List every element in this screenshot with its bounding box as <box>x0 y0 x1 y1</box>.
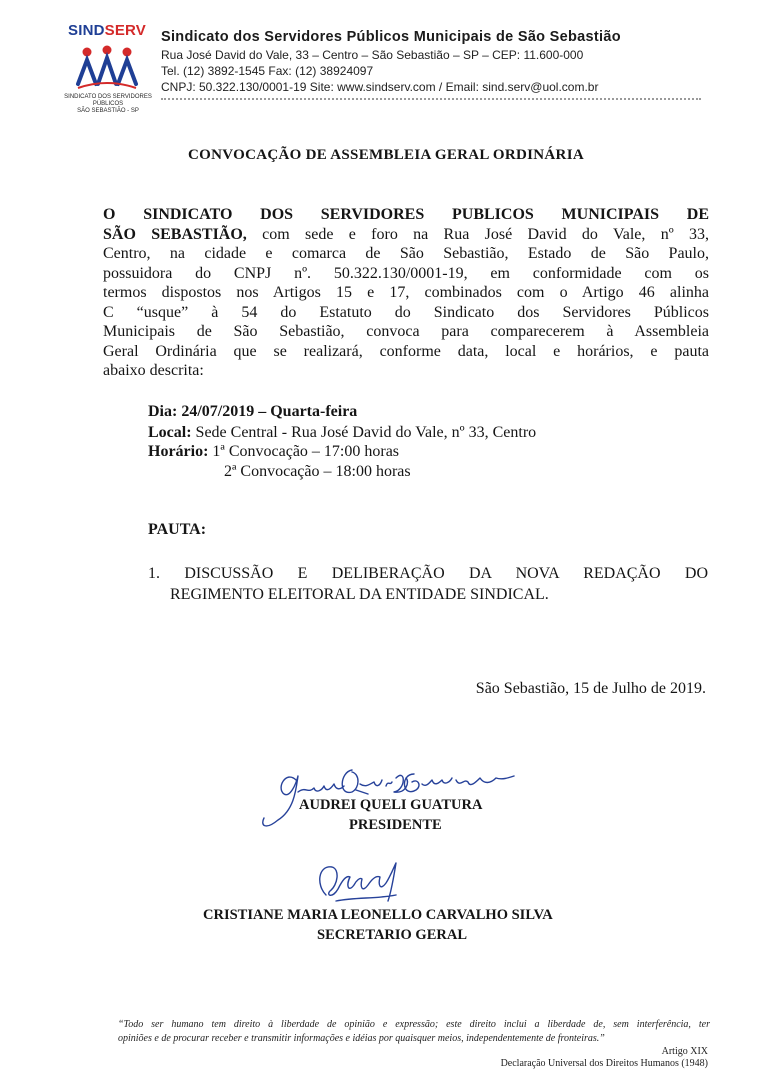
meeting-time <box>148 443 399 461</box>
footer-declaration: Declaração Universal dos Direitos Humanos (1948) <box>500 1058 708 1069</box>
paragraph-line-9: abaixo descrita: <box>103 362 204 379</box>
paragraph-line-2 <box>103 225 709 245</box>
footer-quote-line-2: opiniões e de procurar receber e transmitir informações e idéias por quaisquer meios, independentemente de fronteiras.” <box>118 1033 605 1044</box>
place-and-date: São Sebastião, 15 de Julho de 2019. <box>475 680 706 697</box>
secretary-name: CRISTIANE MARIA LEONELLO CARVALHO SILVA <box>203 907 553 923</box>
paragraph-line-7: Municipais de São Sebastião, convoca para comparecerem à Assembleia <box>103 323 709 340</box>
meeting-day-value: 24/07/2019 – Quarta-feira <box>181 403 358 420</box>
paragraph-line-5: termos dispostos nos Artigos 15 e 17, combinados com o Artigo 46 alinha <box>103 284 709 301</box>
organization-address: Rua José David do Vale, 33 – Centro – São Sebastião – SP – CEP: 11.600-000 <box>161 48 584 62</box>
paragraph-line-3: Centro, na cidade e comarca de São Sebastião, Estado de São Paulo, <box>103 245 709 262</box>
meeting-local <box>148 424 536 442</box>
agenda-item-number: 1. <box>148 565 160 582</box>
union-logo <box>64 22 152 114</box>
meeting-time-second-call: 2ª Convocação – 18:00 horas <box>224 463 411 480</box>
document-title: CONVOCAÇÃO DE ASSEMBLEIA GERAL ORDINÁRIA <box>188 147 584 163</box>
organization-phone: Tel. (12) 3892-1545 Fax: (12) 38924097 <box>161 64 374 78</box>
logo-wordmark <box>68 22 146 39</box>
logo-caption <box>64 94 152 115</box>
agenda-item-line-1 <box>148 563 708 584</box>
logo-serv-text: SERV <box>104 22 147 39</box>
meeting-time-label: Horário: <box>148 443 209 460</box>
paragraph-line-8: Geral Ordinária que se realizará, conforme data, local e horários, e pauta <box>103 342 709 360</box>
paragraph-bold-lead-2: SÃO SEBASTIÃO, <box>103 225 247 243</box>
logo-caption-line-1: SINDICATO DOS SERVIDORES PÚBLICOS <box>64 94 152 107</box>
logo-caption-line-2: SÃO SEBASTIÃO - SP <box>77 108 139 114</box>
meeting-local-label: Local: <box>148 424 192 441</box>
agenda-item-text-1: DISCUSSÃO E DELIBERAÇÃO DA NOVA REDAÇÃO DO <box>184 565 709 582</box>
footer-quote-line-1: “Todo ser humano tem direito à liberdade de opinião e expressão; este direito inclui a liberdade de, sem interferência, ter <box>118 1019 710 1030</box>
organization-cnpj-contact: CNPJ: 50.322.130/0001-19 Site: www.sindserv.com / Email: sind.serv@uol.com.br <box>161 80 599 94</box>
meeting-local-value: Sede Central - Rua José David do Vale, nº 33, Centro <box>195 424 537 441</box>
footer-article: Artigo XIX <box>661 1046 708 1057</box>
president-role: PRESIDENTE <box>349 817 442 833</box>
meeting-time-first-call: 1ª Convocação – 17:00 horas <box>212 443 400 460</box>
meeting-day <box>148 403 357 421</box>
agenda-item <box>148 563 708 605</box>
convocation-paragraph <box>103 205 709 381</box>
logo-sind-text: SIND <box>68 22 105 39</box>
logo-figures-icon <box>74 44 140 92</box>
paragraph-line-6: C “usque” à 54 do Estatuto do Sindicato dos Servidores Públicos <box>103 303 709 321</box>
paragraph-bold-lead-1: O SINDICATO DOS SERVIDORES PUBLICOS MUNICIPAIS DE <box>103 206 709 223</box>
letterhead-divider <box>161 98 701 100</box>
secretary-role: SECRETARIO GERAL <box>317 927 467 943</box>
meeting-day-label: Dia: <box>148 403 178 420</box>
agenda-item-text-2: REGIMENTO ELEITORAL DA ENTIDADE SINDICAL. <box>170 586 549 603</box>
paragraph-line-4: possuidora do CNPJ nº. 50.322.130/0001-19, em conformidade com os <box>103 264 709 282</box>
signature-secretary-icon <box>296 855 416 915</box>
president-name: AUDREI QUELI GUATURA <box>299 797 483 813</box>
agenda-title: PAUTA: <box>148 521 207 538</box>
paragraph-line-2-rest: com sede e foro na Rua José David do Vale, nº 33, <box>246 225 709 243</box>
paragraph-line-1 <box>103 205 709 225</box>
footer-quote <box>118 1018 710 1046</box>
organization-name: Sindicato dos Servidores Públicos Municipais de São Sebastião <box>161 29 621 45</box>
